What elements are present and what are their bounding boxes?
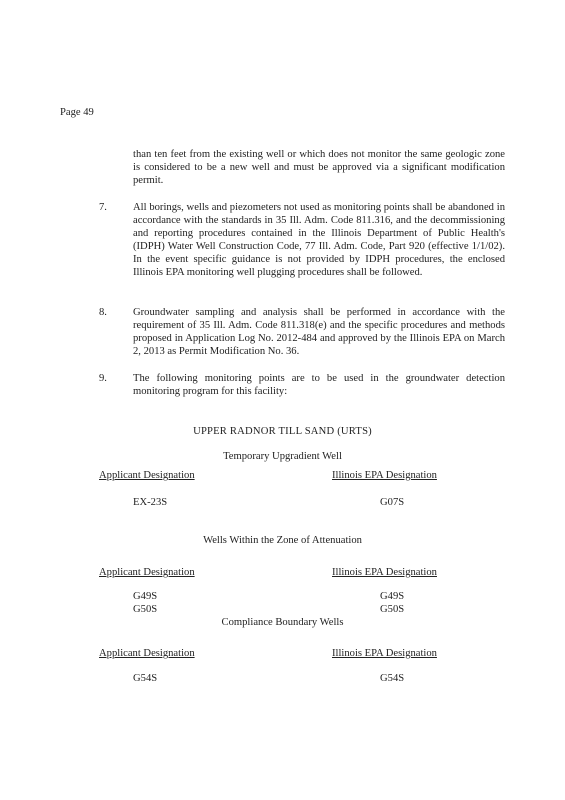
epa-well-id: G07S bbox=[380, 497, 405, 508]
applicant-designation-header: Applicant Designation bbox=[99, 470, 195, 481]
epa-designation-header: Illinois EPA Designation bbox=[332, 648, 437, 659]
item-9-paragraph bbox=[133, 372, 505, 398]
page-number: Page 49 bbox=[60, 107, 94, 118]
section-heading: UPPER RADNOR TILL SAND (URTS) bbox=[193, 426, 372, 437]
item-7-paragraph bbox=[133, 201, 505, 279]
table-title-zone-of-attenuation: Wells Within the Zone of Attenuation bbox=[203, 535, 362, 546]
continuation-text: than ten feet from the existing well or which does not monitor the same geologic zone is considered to be a new well and must be approved via a significant modification permit. bbox=[133, 149, 505, 186]
epa-well-id: G54S bbox=[380, 673, 405, 684]
item-number-8: 8. bbox=[99, 307, 107, 318]
continuation-paragraph bbox=[133, 148, 505, 187]
applicant-designation-header: Applicant Designation bbox=[99, 567, 195, 578]
applicant-well-id: G50S bbox=[133, 604, 158, 615]
table-title-compliance-boundary: Compliance Boundary Wells bbox=[221, 617, 344, 628]
applicant-well-id: G49S bbox=[133, 591, 158, 602]
item-8-text: Groundwater sampling and analysis shall be performed in accordance with the requirement of 35 Ill. Adm. Code 811.318(e) and the specific procedures and methods proposed in Application Log No. 2012-484 and approved by the Illinois EPA on March 2, 2013 as Permit Modification No. 36. bbox=[133, 307, 505, 357]
epa-well-id: G49S bbox=[380, 591, 405, 602]
item-number-7: 7. bbox=[99, 202, 107, 213]
applicant-well-id: G54S bbox=[133, 673, 158, 684]
table-title-upgradient: Temporary Upgradient Well bbox=[223, 451, 342, 462]
applicant-well-id: EX-23S bbox=[133, 497, 168, 508]
epa-designation-header: Illinois EPA Designation bbox=[332, 470, 437, 481]
epa-well-id: G50S bbox=[380, 604, 405, 615]
applicant-designation-header: Applicant Designation bbox=[99, 648, 195, 659]
epa-designation-header: Illinois EPA Designation bbox=[332, 567, 437, 578]
item-number-9: 9. bbox=[99, 373, 107, 384]
item-8-paragraph bbox=[133, 306, 505, 358]
item-7-text: All borings, wells and piezometers not used as monitoring points shall be abandoned in accordance with the standards in 35 Ill. Adm. Code 811.316, and the decommissioning and reporting procedures contained in the Illinois Department of Public Health's (IDPH) Water Well Construction Code, 77 Ill. Adm. Code, Part 920 (effective 1/1/02). In the event specific guidance is not provided by IDPH procedures, the enclosed Illinois EPA monitoring well plugging procedures shall be followed. bbox=[133, 202, 505, 278]
item-9-text: The following monitoring points are to be used in the groundwater detection monitoring program for this facility: bbox=[133, 373, 505, 397]
